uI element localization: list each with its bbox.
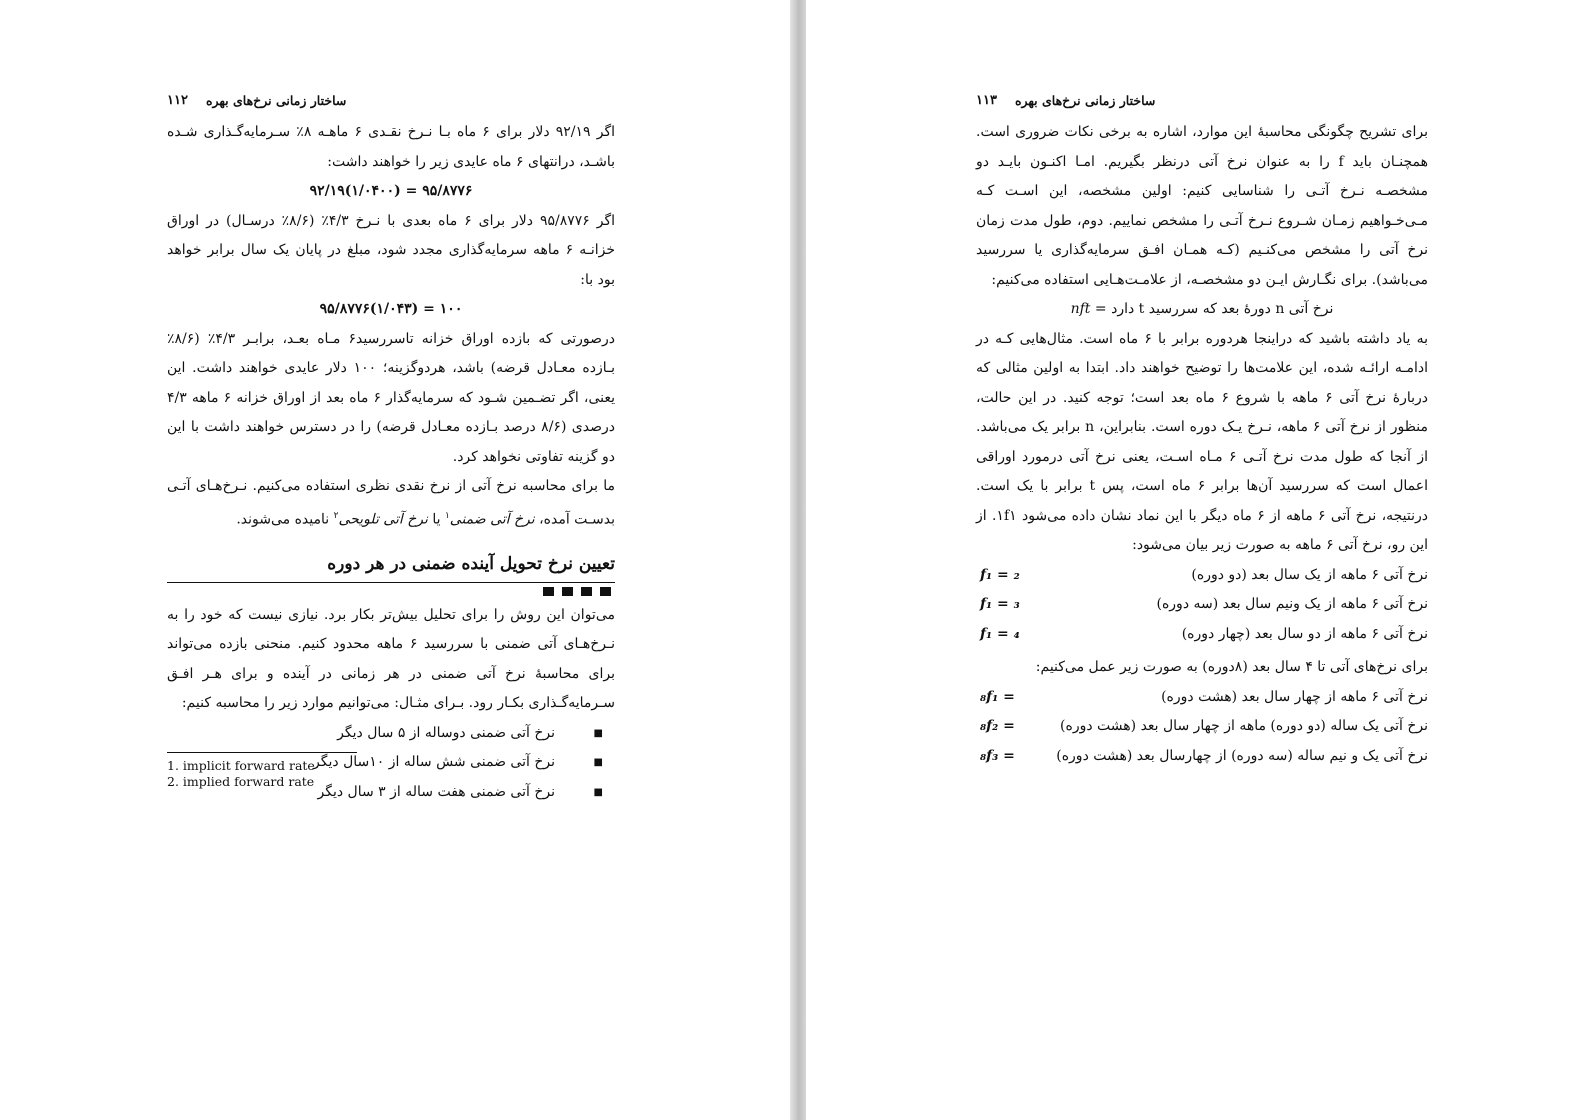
- right-paragraph-2: به یاد داشته باشید که دراینجا هردوره برابر با ۶ ماه است. مثال‌هایی کـه در ادامـه ارائـه شده، این علامت‌ها را توضیح خواهند داد. ابتدا به اولین مثالی که دربارهٔ نرخ آتی ۶ ماهه با شروع ۶ ماه بعد است؛ توجه کنید. در این حالت، منظور از نرخ آتی ۶ ماهه، نـرخ یـک دوره است. بنابراین، n برابر یک می‌باشد. از آنجا که طول مدت نرخ آتـی ۶ مـاه اسـت، یعنی نرخ آتی درمورد اوراقی اعمال است که سررسید آن‌ها برابر ۶ ماه است، پس t برابر با یک است. درنتیجه، نرخ آتی ۶ ماهه از ۶ ماه دیگر با این نماد نشان داده می‌شود ۱f۱. از این رو، نرخ آتی ۶ ماهه به صورت زیر بیان می‌شود:: [976, 330, 1429, 553]
- formula-row: [976, 712, 1428, 742]
- formula-label: نرخ آتی ۶ ماهه از یک ونیم سال بعد (سه دوره): [1156, 596, 1428, 612]
- definition-symbol: nft =: [1070, 301, 1107, 317]
- list-item: [167, 719, 603, 749]
- forward-rate-list-2: [976, 683, 1428, 772]
- implied-forward-rate-term: نرخ آتی تلویحی: [338, 511, 428, 528]
- definition-text: نرخ آتی n دورهٔ بعد که سررسید t دارد: [1111, 301, 1334, 317]
- book-gutter: [790, 0, 806, 1120]
- bullet-icon: ■: [593, 757, 603, 769]
- footnote-2: 2. implied forward rate: [167, 774, 315, 789]
- right-page: [806, 0, 1593, 1120]
- left-paragraph-2: اگر ۹۵/۸۷۷۶ دلار برای ۶ ماه بعدی با نـرخ ۴/۳٪ (۸/۶٪ درسـال) در اوراق خزانـه ۶ ماهه سرمایه‌گذاری مجدد شود، مبلغ در پایان یک سال برابر خواهد بود با:: [167, 212, 615, 288]
- section-heading-block: [167, 549, 615, 601]
- footnote-ref-2[interactable]: ۲: [333, 510, 339, 521]
- left-paragraph-4: [167, 472, 615, 535]
- left-page-content: [167, 86, 615, 807]
- ornament-square: [543, 587, 554, 596]
- formula-row: [976, 683, 1428, 713]
- formula-row: [976, 742, 1428, 772]
- left-page: [0, 0, 790, 1120]
- formula-label: نرخ آتی ۶ ماهه از یک سال بعد (دو دوره): [1191, 566, 1428, 583]
- section-heading: تعیین نرخ تحویل آینده ضمنی در هر دوره: [327, 553, 615, 574]
- formula-symbol: f₁ = ₃: [980, 596, 1020, 612]
- formula-label: نرخ آتی یک ساله (دو دوره) ماهه از چهار سال بعد (هشت دوره): [1060, 718, 1428, 734]
- right-page-content: [976, 86, 1428, 771]
- formula-row: [976, 561, 1428, 591]
- footnote-1: 1. implicit forward rate: [167, 758, 315, 773]
- right-page-number: ۱۱۳: [976, 93, 997, 108]
- ornament-square: [562, 587, 573, 596]
- left-paragraph-4-text: ما برای محاسبه نرخ آتی از نرخ نقدی نظری استفاده می‌کنیم. نـرخ‌هـای آتـی بدسـت آمده،: [167, 478, 615, 528]
- formula-row: [976, 620, 1428, 650]
- bullet-icon: ■: [593, 727, 603, 739]
- formula-row: [976, 590, 1428, 620]
- list-item-text: نرخ آتی ضمنی شش ساله از ۱۰سال دیگر: [313, 754, 555, 771]
- ornament-square: [581, 587, 592, 596]
- left-paragraph-5: می‌توان این روش را برای تحلیل بیش‌تر بکار برد. نیازی نیست که خود را به نـرخ‌هـای آتی ضمنی با سررسید ۶ ماهه محدود کنیم. منحنی بازده می‌تواند برای محاسبهٔ نرخ آتی ضمنی در هر زمانی در آینده و برای هـر افـق سـرمایه‌گـذاری بکـار رود. بـرای مثـال: می‌توانیم موارد زیر را محاسبه کنیم:: [167, 606, 615, 712]
- left-equation-2: ۹۵/۸۷۷۶(۱/۰۴۳) = ۱۰۰: [319, 301, 463, 317]
- right-paragraph-1: برای تشریح چگونگی محاسبهٔ این موارد، اشاره به برخی نکات ضروری است. همچنـان باید f را به عنوان نرخ آتی درنظر بگیریم. امـا اکنـون بایـد دو مشخصـه نـرخ آتـی را شناسایی کنیم: اولین مشخصه، این اسـت کـه مـی‌خـواهیم زمـان شـروع نـرخ آتـی را مشخص نماییم. دوم، طول مدت زمان نرخ آتی را مشخص می‌کنـیم (کـه همـان افـق سرمایه‌گذاری یا سررسید می‌باشد). برای نگـارش ایـن دو مشخصـه، از علامـت‌هـایی استفاده می‌کنیم:: [976, 124, 1428, 288]
- footnotes: [167, 758, 315, 790]
- left-paragraph-3: درصورتی که بازده اوراق خزانه تاسررسید۶ مـاه بعـد، برابـر ۴/۳٪ (۸/۶٪ بـازده معـادل قرضه) باشد، هردوگزینه؛ ۱۰۰ دلار عایدی خواهند داشت. این یعنی، اگر تضـمین شـود که سرمایه‌گذار ۶ ماه بعد از اوراق خزانه ۶ ماهه ۴/۳ درصدی (۸/۶ درصد بـازده معـادل قرضه) را در دسترس خواهند داشت با این دو گزینه تفاوتی نخواهد کرد.: [167, 330, 616, 465]
- formula-symbol: f₁ = ₄: [980, 625, 1020, 642]
- left-running-head: [167, 86, 615, 118]
- right-running-title: ساختار زمانی نرخ‌های بهره: [1014, 93, 1156, 108]
- formula-label: نرخ آتی ۶ ماهه از چهار سال بعد (هشت دوره): [1161, 688, 1428, 705]
- left-paragraph-4-conj: یا: [432, 511, 441, 528]
- ornament-square: [600, 587, 611, 596]
- implicit-forward-rate-term: نرخ آتی ضمنی: [449, 511, 535, 528]
- left-equation-1: ۹۲/۱۹(۱/۰۴۰۰) = ۹۵/۸۷۷۶: [309, 183, 473, 199]
- formula-symbol: ₈f₁ =: [980, 688, 1015, 705]
- formula-symbol: ₈f₂ =: [980, 718, 1015, 734]
- forward-rate-definition: [976, 295, 1428, 325]
- list-item-text: نرخ آتی ضمنی دوساله از ۵ سال دیگر: [337, 724, 555, 741]
- section-rule: [167, 582, 615, 583]
- right-paragraph-3: برای نرخ‌های آتی تا ۴ سال بعد (۸دوره) به صورت زیر عمل می‌کنیم:: [1035, 659, 1428, 675]
- forward-rate-list-1: [976, 561, 1428, 650]
- formula-symbol: f₁ = ₂: [980, 566, 1020, 583]
- right-running-head: [976, 86, 1428, 118]
- left-paragraph-1: اگر ۹۲/۱۹ دلار برای ۶ ماه بـا نـرخ نقـدی ۶ ماهـه ۸٪ سـرمایه‌گـذاری شـده باشـد، درانتهای ۶ ماه عایدی زیر را خواهند داشت:: [167, 124, 616, 170]
- left-paragraph-4-end: نامیده می‌شوند.: [236, 511, 330, 528]
- section-ornament: [543, 587, 611, 596]
- bullet-icon: ■: [593, 786, 603, 798]
- left-page-number: ۱۱۲: [167, 93, 188, 108]
- formula-symbol: ₈f₃ =: [980, 747, 1015, 764]
- footnote-ref-1[interactable]: ۱: [444, 510, 450, 521]
- footnote-rule: [167, 752, 357, 753]
- formula-label: نرخ آتی ۶ ماهه از دو سال بعد (چهار دوره): [1181, 625, 1428, 642]
- list-item-text: نرخ آتی ضمنی هفت ساله از ۳ سال دیگر: [317, 783, 555, 800]
- left-running-title: ساختار زمانی نرخ‌های بهره: [205, 93, 347, 108]
- formula-label: نرخ آتی یک و نیم ساله (سه دوره) از چهارسال بعد (هشت دوره): [1056, 747, 1428, 764]
